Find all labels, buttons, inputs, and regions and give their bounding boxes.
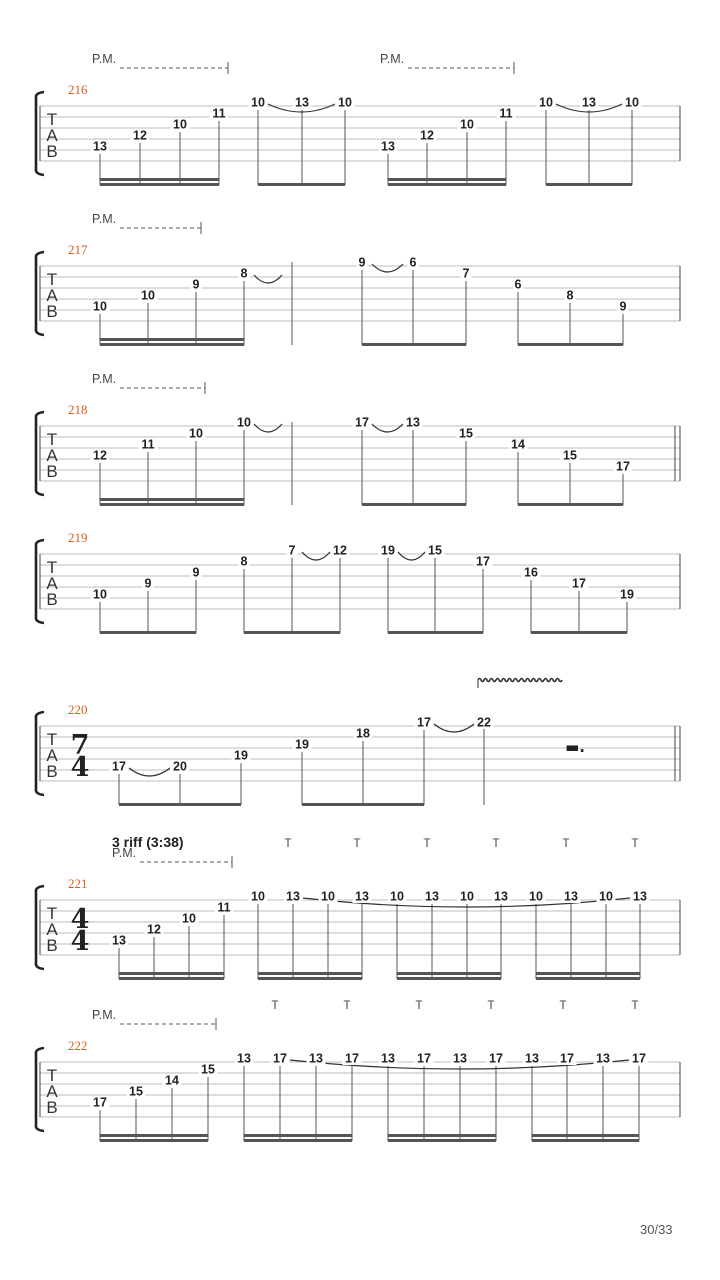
fret-number: 19 — [620, 587, 634, 602]
fret-number: 19 — [381, 543, 395, 558]
tap-mark: T — [353, 838, 361, 850]
fret-number: 14 — [511, 437, 525, 452]
measure-number: 217 — [68, 242, 88, 257]
beam — [100, 503, 244, 506]
tab-clef-letter: B — [46, 762, 58, 781]
fret-number: 11 — [141, 437, 155, 452]
fret-number: 19 — [234, 748, 248, 763]
fret-number: 11 — [217, 900, 231, 915]
page-number: 30/33 — [640, 1222, 673, 1237]
fret-number: 9 — [619, 299, 627, 314]
beam — [388, 178, 506, 181]
tab-clef-letter: T — [46, 904, 58, 923]
tab-clef-letter: A — [46, 286, 58, 305]
beam — [536, 972, 640, 975]
fret-number: 10 — [237, 415, 251, 430]
tie-arc — [302, 552, 330, 560]
tab-clef-letter: T — [46, 430, 58, 449]
fret-number: 13 — [93, 139, 107, 154]
beam — [100, 631, 196, 634]
tab-clef-letter: T — [46, 730, 58, 749]
fret-number: 10 — [599, 889, 613, 904]
time-signature-bottom: 4 — [70, 752, 90, 783]
fret-number: 10 — [93, 587, 107, 602]
fret-number: 17 — [560, 1051, 574, 1066]
tab-clef-letter: T — [46, 270, 58, 289]
vibrato-mark — [478, 679, 562, 682]
fret-number: 10 — [625, 95, 639, 110]
fret-number: 15 — [201, 1062, 215, 1077]
beam — [388, 631, 483, 634]
fret-number: 13 — [381, 139, 395, 154]
fret-number: 20 — [173, 759, 187, 774]
section-label: 3 riff (3:38) — [112, 834, 184, 850]
palm-mute-label: P.M. — [92, 212, 117, 226]
tap-mark: T — [631, 838, 639, 850]
fret-number: 9 — [192, 565, 200, 580]
fret-number: 15 — [428, 543, 442, 558]
fret-number: 17 — [112, 759, 126, 774]
fret-number: 17 — [489, 1051, 503, 1066]
beam — [258, 977, 362, 980]
beam — [100, 183, 219, 186]
fret-number: 6 — [409, 255, 417, 270]
fret-number: 10 — [189, 426, 203, 441]
fret-number: 13 — [582, 95, 596, 110]
fret-number: 10 — [251, 889, 265, 904]
fret-number: 9 — [144, 576, 152, 591]
tie-arc — [434, 724, 474, 732]
tie-arc — [398, 552, 425, 560]
fret-number: 17 — [632, 1051, 646, 1066]
tab-clef-letter: B — [46, 462, 58, 481]
beam — [388, 183, 506, 186]
measure-number: 221 — [68, 876, 88, 891]
beam — [258, 972, 362, 975]
beam — [100, 1139, 208, 1142]
fret-number: 17 — [616, 459, 630, 474]
tab-clef-letter: B — [46, 302, 58, 321]
fret-number: 11 — [499, 106, 513, 121]
tap-mark: T — [343, 1000, 351, 1012]
beam — [362, 343, 466, 346]
beam — [119, 803, 241, 806]
fret-number: 10 — [539, 95, 553, 110]
tab-clef-letter: T — [46, 558, 58, 577]
tap-mark: T — [415, 1000, 423, 1012]
palm-mute-label: P.M. — [380, 52, 405, 66]
fret-number: 13 — [453, 1051, 467, 1066]
fret-number: 16 — [524, 565, 538, 580]
fret-number: 13 — [381, 1051, 395, 1066]
fret-number: 13 — [237, 1051, 251, 1066]
fret-number: 13 — [286, 889, 300, 904]
beam — [518, 503, 623, 506]
beam — [531, 631, 627, 634]
fret-number: 10 — [529, 889, 543, 904]
fret-number: 8 — [566, 288, 574, 303]
beam — [119, 977, 224, 980]
beam — [244, 1134, 352, 1137]
fret-number: 8 — [240, 266, 248, 281]
fret-number: 10 — [182, 911, 196, 926]
fret-number: 13 — [355, 889, 369, 904]
fret-number: 9 — [192, 277, 200, 292]
beam — [100, 498, 244, 501]
fret-number: 17 — [355, 415, 369, 430]
beam — [536, 977, 640, 980]
fret-number: 13 — [596, 1051, 610, 1066]
fret-number: 12 — [147, 922, 161, 937]
fret-number: 15 — [563, 448, 577, 463]
tie-arc — [254, 275, 282, 283]
fret-number: 10 — [321, 889, 335, 904]
fret-number: 17 — [572, 576, 586, 591]
fret-number: 17 — [417, 715, 431, 730]
tap-mark: T — [492, 838, 500, 850]
fret-number: 13 — [633, 889, 647, 904]
fret-number: 12 — [333, 543, 347, 558]
fret-number: 10 — [390, 889, 404, 904]
fret-number: 7 — [288, 543, 296, 558]
fret-number: 17 — [93, 1095, 107, 1110]
fret-number: 13 — [425, 889, 439, 904]
fret-number: 11 — [212, 106, 226, 121]
fret-number: 19 — [295, 737, 309, 752]
beam — [388, 1134, 496, 1137]
fret-number: 12 — [93, 448, 107, 463]
beam — [546, 183, 632, 186]
tap-mark: T — [559, 1000, 567, 1012]
measure-number: 222 — [68, 1038, 88, 1053]
measure-number: 219 — [68, 530, 88, 545]
beam — [100, 178, 219, 181]
tab-clef-letter: A — [46, 126, 58, 145]
fret-number: 9 — [358, 255, 366, 270]
beam — [388, 1139, 496, 1142]
tap-mark: T — [423, 838, 431, 850]
fret-number: 18 — [356, 726, 370, 741]
fret-number: 14 — [165, 1073, 179, 1088]
fret-number: 17 — [273, 1051, 287, 1066]
fret-number: 13 — [309, 1051, 323, 1066]
time-signature-top: 4 — [70, 904, 90, 935]
beam — [362, 503, 466, 506]
tab-clef-letter: B — [46, 936, 58, 955]
palm-mute-label: P.M. — [92, 372, 117, 386]
beam — [397, 972, 501, 975]
beam — [258, 183, 345, 186]
tab-clef-letter: A — [46, 574, 58, 593]
tab-clef-letter: A — [46, 446, 58, 465]
rest-symbol: ▬. — [565, 738, 585, 756]
fret-number: 6 — [514, 277, 522, 292]
fret-number: 12 — [420, 128, 434, 143]
tie-arc — [254, 424, 282, 432]
time-signature-bottom: 4 — [70, 926, 90, 957]
fret-number: 13 — [295, 95, 309, 110]
beam — [302, 803, 424, 806]
beam — [100, 343, 244, 346]
fret-number: 17 — [476, 554, 490, 569]
fret-number: 10 — [338, 95, 352, 110]
tab-clef-letter: B — [46, 590, 58, 609]
time-signature-top: 7 — [70, 730, 90, 761]
fret-number: 10 — [93, 299, 107, 314]
tap-mark: T — [271, 1000, 279, 1012]
beam — [244, 631, 340, 634]
fret-number: 17 — [345, 1051, 359, 1066]
measure-number: 220 — [68, 702, 88, 717]
fret-number: 10 — [251, 95, 265, 110]
tap-mark: T — [562, 838, 570, 850]
beam — [100, 1134, 208, 1137]
tab-clef-letter: T — [46, 1066, 58, 1085]
fret-number: 13 — [564, 889, 578, 904]
tab-clef-letter: B — [46, 1098, 58, 1117]
tab-clef-letter: B — [46, 142, 58, 161]
tab-clef-letter: A — [46, 1082, 58, 1101]
fret-number: 13 — [525, 1051, 539, 1066]
beam — [100, 338, 244, 341]
fret-number: 13 — [494, 889, 508, 904]
measure-number: 218 — [68, 402, 88, 417]
fret-number: 7 — [462, 266, 470, 281]
fret-number: 15 — [459, 426, 473, 441]
fret-number: 15 — [129, 1084, 143, 1099]
beam — [397, 977, 501, 980]
palm-mute-label: P.M. — [112, 846, 137, 860]
fret-number: 13 — [406, 415, 420, 430]
measure-number: 216 — [68, 82, 88, 97]
tap-mark: T — [487, 1000, 495, 1012]
fret-number: 8 — [240, 554, 248, 569]
palm-mute-label: P.M. — [92, 1008, 117, 1022]
beam — [119, 972, 224, 975]
beam — [532, 1139, 639, 1142]
tie-arc — [129, 768, 170, 776]
tap-mark: T — [284, 838, 292, 850]
fret-number: 10 — [460, 117, 474, 132]
beam — [518, 343, 623, 346]
fret-number: 13 — [112, 933, 126, 948]
beam — [244, 1139, 352, 1142]
fret-number: 22 — [477, 715, 491, 730]
fret-number: 10 — [460, 889, 474, 904]
palm-mute-label: P.M. — [92, 52, 117, 66]
fret-number: 12 — [133, 128, 147, 143]
beam — [532, 1134, 639, 1137]
fret-number: 17 — [417, 1051, 431, 1066]
tie-arc — [372, 264, 403, 272]
fret-number: 10 — [173, 117, 187, 132]
tab-clef-letter: A — [46, 746, 58, 765]
tap-mark: T — [631, 1000, 639, 1012]
tab-clef-letter: A — [46, 920, 58, 939]
tie-arc — [372, 424, 403, 432]
fret-number: 10 — [141, 288, 155, 303]
tab-clef-letter: T — [46, 110, 58, 129]
